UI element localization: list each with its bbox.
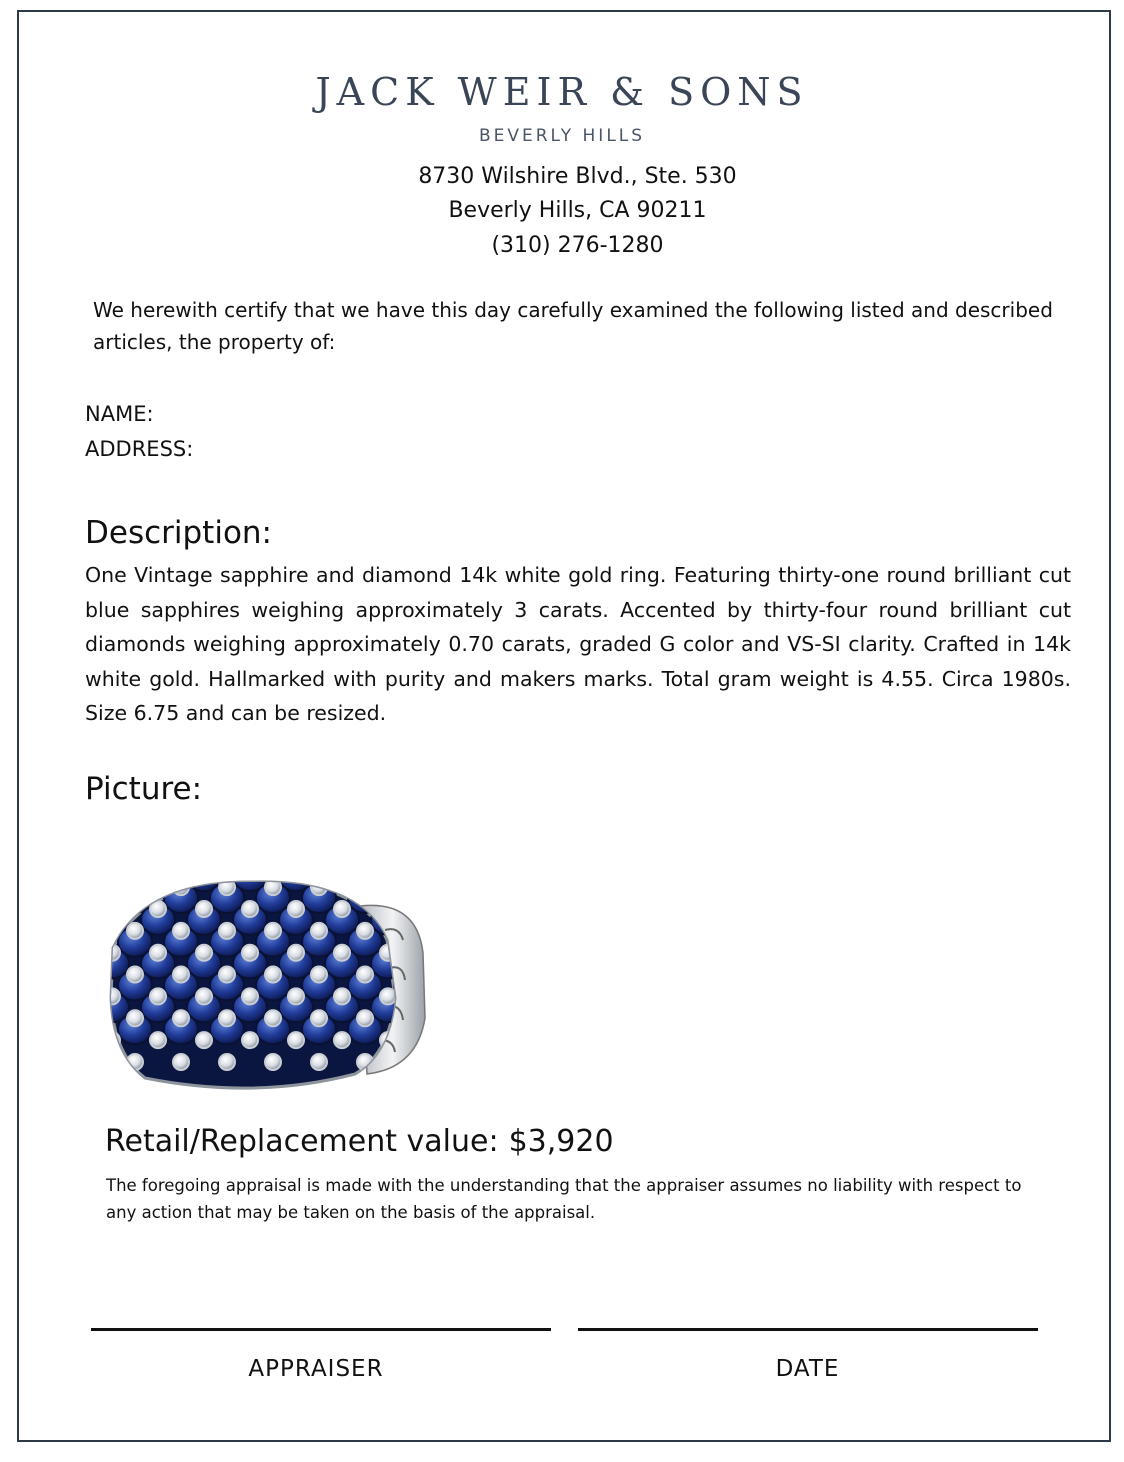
diamond-stone (105, 988, 120, 1004)
diamond-stone (357, 923, 373, 939)
diamond-stone (311, 967, 327, 983)
sapphire-stone (105, 970, 106, 1000)
diamond-stone (242, 945, 258, 961)
diamond-stone (173, 1010, 189, 1026)
diamond-stone (334, 945, 350, 961)
name-label: NAME: (85, 402, 154, 426)
certification-statement: We herewith certify that we have this day carefully examined the following listed and described articles, the property of: (93, 298, 1053, 354)
valuation-row (105, 1124, 614, 1159)
diamond-stone (173, 967, 189, 983)
sapphire-stone (417, 905, 435, 935)
diamond-stone (380, 988, 396, 1004)
diamond-stone (288, 901, 304, 917)
diamond-stone (426, 901, 435, 917)
valuation-amount: $3,920 (508, 1124, 614, 1159)
diamond-stone (242, 901, 258, 917)
sapphire-stone (105, 883, 106, 913)
diamond-stone (426, 1032, 435, 1048)
diamond-stone (150, 988, 166, 1004)
diamond-stone (403, 879, 419, 895)
ring-image (105, 878, 435, 1098)
diamond-stone (265, 923, 281, 939)
phone-number: (310) 276-1280 (491, 233, 664, 258)
diamond-stone (334, 988, 350, 1004)
diamond-stone (288, 988, 304, 1004)
diamond-stone (196, 945, 212, 961)
sapphire-stone (105, 1014, 106, 1044)
diamond-stone (288, 1032, 304, 1048)
diamond-stone (150, 945, 166, 961)
diamond-stone (357, 1010, 373, 1026)
diamond-stone (311, 1010, 327, 1026)
diamond-stone (288, 945, 304, 961)
sapphire-stone (105, 927, 106, 957)
diamond-stone (311, 1054, 327, 1070)
diamond-stone (127, 1010, 143, 1026)
diamond-stone (127, 923, 143, 939)
brand-logo: JACK WEIR & SONS (315, 70, 809, 114)
diamond-stone (265, 967, 281, 983)
address-line-2: Beverly Hills, CA 90211 (448, 198, 707, 223)
diamond-stone (265, 1010, 281, 1026)
appraiser-label: APPRAISER (248, 1356, 384, 1382)
diamond-stone (196, 1032, 212, 1048)
diamond-stone (219, 923, 235, 939)
sapphire-stone (394, 883, 428, 913)
sapphire-stone (105, 878, 129, 891)
appraiser-signature-line (91, 1328, 551, 1331)
date-label: DATE (775, 1356, 840, 1382)
sapphire-stone (141, 878, 175, 891)
picture-heading: Picture: (85, 771, 203, 807)
diamond-stone (196, 901, 212, 917)
date-signature-line (578, 1328, 1038, 1331)
diamond-stone (219, 967, 235, 983)
diamond-stone (219, 1010, 235, 1026)
diamond-stone (357, 967, 373, 983)
sapphire-stone (417, 878, 435, 891)
brand-location: BEVERLY HILLS (478, 126, 646, 146)
address-label: ADDRESS: (85, 437, 194, 461)
diamond-stone (173, 923, 189, 939)
diamond-stone (426, 945, 435, 961)
diamond-stone (219, 1054, 235, 1070)
liability-disclaimer: The foregoing appraisal is made with the understanding that the appraiser assumes no liability with respect to any action that may be taken on the basis of the appraisal. (106, 1176, 1022, 1222)
valuation-label: Retail/Replacement value: (105, 1124, 499, 1159)
diamond-stone (265, 1054, 281, 1070)
diamond-stone (196, 988, 212, 1004)
diamond-stone (357, 879, 373, 895)
diamond-stone (150, 1032, 166, 1048)
sapphire-stone (371, 878, 405, 891)
diamond-stone (426, 988, 435, 1004)
diamond-stone (105, 901, 120, 917)
description-heading: Description: (85, 515, 272, 551)
diamond-stone (127, 967, 143, 983)
diamond-stone (334, 901, 350, 917)
diamond-stone (242, 1032, 258, 1048)
diamond-stone (173, 1054, 189, 1070)
diamond-stone (127, 879, 143, 895)
description-text: One Vintage sapphire and diamond 14k white gold ring. Featuring thirty-one round brilliant cut blue sapphires weighing approximately 3 carats. Accented by thirty-four round brilliant cut diamonds weighing approximately 0.70 carats, graded G color and VS-SI clarity. Crafted in 14k white gold. Hallmarked with purity and makers marks. Total gram weight is 4.55. Circa 1980s. Size 6.75 and can be resized. (85, 563, 1071, 726)
diamond-stone (311, 923, 327, 939)
sapphire-stone (325, 878, 359, 891)
address-line-1: 8730 Wilshire Blvd., Ste. 530 (418, 164, 737, 189)
diamond-stone (242, 988, 258, 1004)
diamond-stone (334, 1032, 350, 1048)
